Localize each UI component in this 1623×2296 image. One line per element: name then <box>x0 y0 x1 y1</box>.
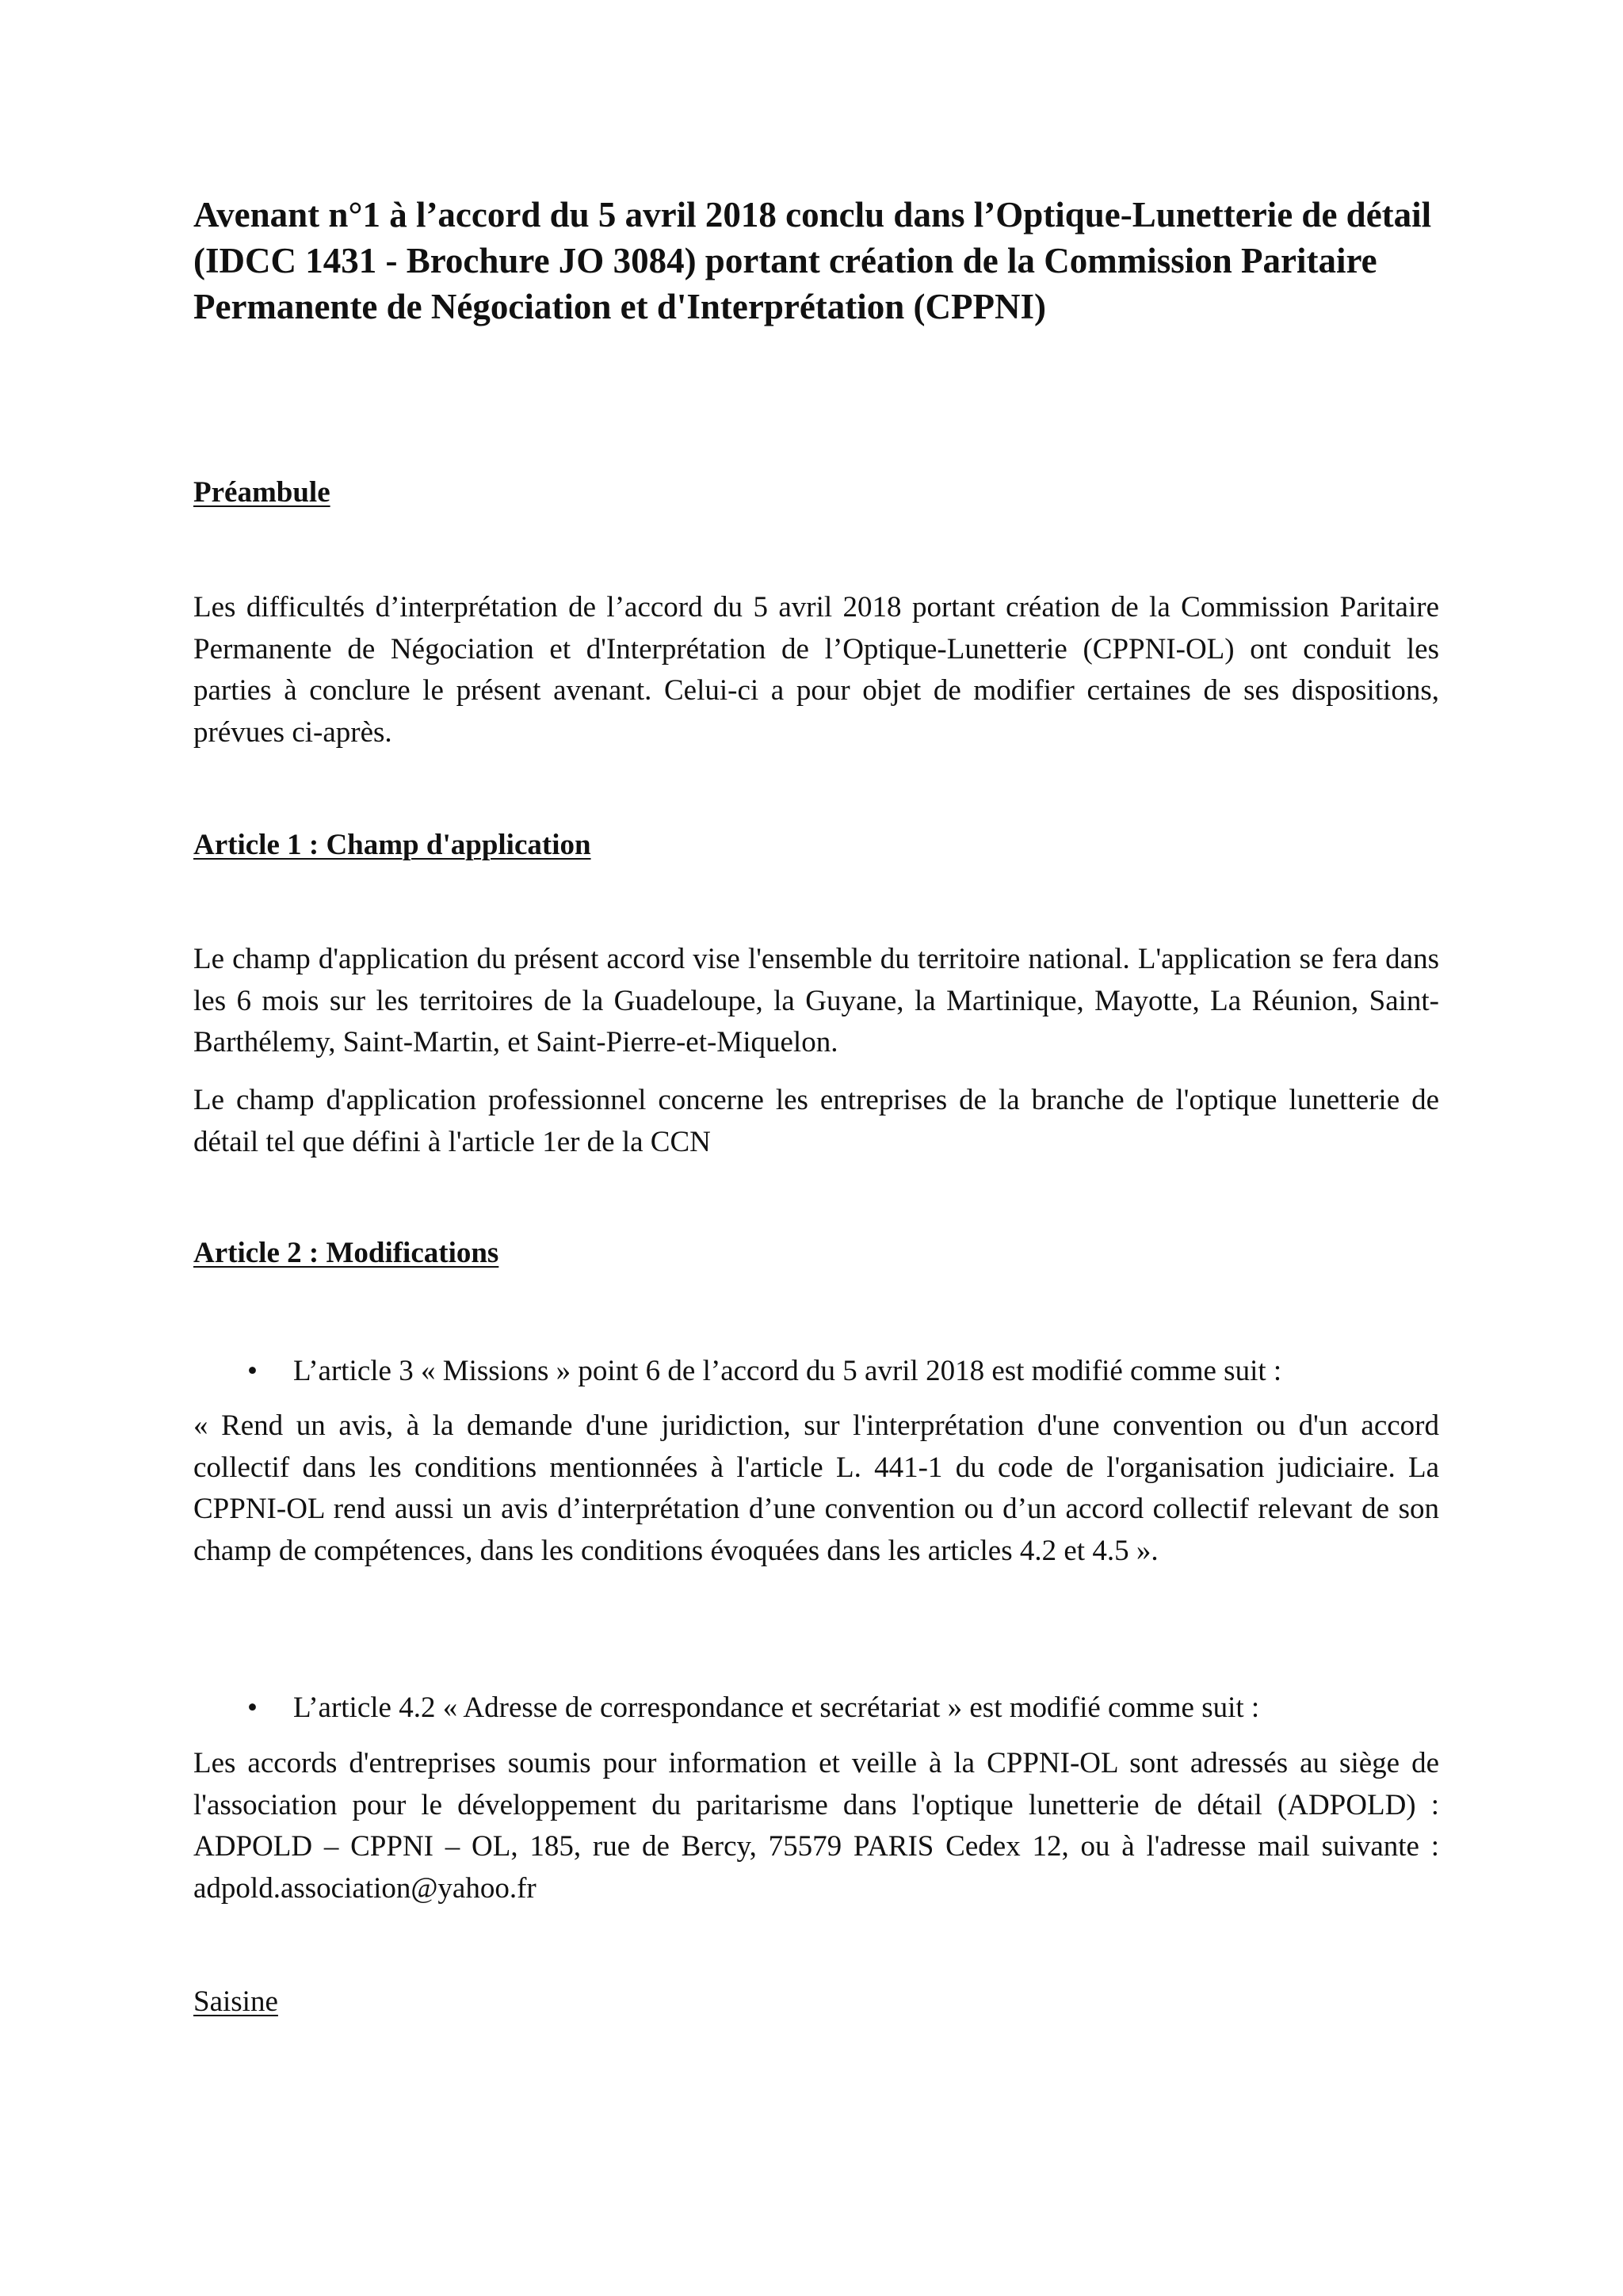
article1-paragraph-1: Le champ d'application du présent accord vise l'ensemble du territoire national. L'application se fera dans les 6 mois sur les territoires de la Guadeloupe, la Guyane, la Martinique, Mayotte, La Réunion, Saint-Barthélemy, Saint-Martin, et Saint-Pierre-et-Miquelon. <box>193 943 1439 1058</box>
article2-bullet-2-text: Les accords d'entreprises soumis pour information et veille à la CPPNI-OL sont adressés au siège de l'association pour le développement du paritarisme dans l'optique lunetterie de détail (ADPOLD) : ADPOLD – CPPNI – OL, 185, rue de Bercy, 75579 PARIS Cedex 12, ou à l'adresse mail suivante : adpold.association@yahoo.fr <box>193 1747 1439 1905</box>
saisine-heading: Saisine <box>193 1985 278 2018</box>
preambule-text: Les difficultés d’interprétation de l’accord du 5 avril 2018 portant création de la Commission Paritaire Permanente de Négociation et d'Interprétation de l’Optique-Lunetterie (CPPNI-OL) ont conduit les parties à conclure le présent avenant. Celui-ci a pour objet de modifier certaines de ses dispositions, prévues ci-après. <box>193 591 1439 749</box>
article2-heading: Article 2 : Modifications <box>193 1237 499 1269</box>
article2-bullet-1-text: « Rend un avis, à la demande d'une juridiction, sur l'interprétation d'une convention ou d'un accord collectif dans les conditions mentionnées à l'article L. 441-1 du code de l'organisation judiciaire. La CPPNI-OL rend aussi un avis d’interprétation d’une convention ou d’un accord collectif relevant de son champ de compétences, dans les conditions évoquées dans les articles 4.2 et 4.5 ». <box>193 1409 1439 1567</box>
document-title: Avenant n°1 à l’accord du 5 avril 2018 conclu dans l’Optique-Lunetterie de détail (IDCC 1431 - Brochure JO 3084) portant création de la Commission Paritaire Permanente de Négociation et d'Interprétation (CPPNI) <box>193 195 1432 326</box>
article1-heading: Article 1 : Champ d'application <box>193 829 591 861</box>
bullet-icon: • <box>247 1691 258 1724</box>
bullet-2-label: L’article 4.2 « Adresse de correspondance et secrétariat » est modifié comme suit : <box>293 1691 1260 1724</box>
bullet-icon: • <box>247 1355 258 1387</box>
article1-paragraph-2: Le champ d'application professionnel concerne les entreprises de la branche de l'optique lunetterie de détail tel que défini à l'article 1er de la CCN <box>193 1084 1439 1158</box>
article2-bullet-1 <box>193 1351 1439 1393</box>
preambule-heading: Préambule <box>193 476 330 509</box>
bullet-1-label: L’article 3 « Missions » point 6 de l’accord du 5 avril 2018 est modifié comme suit : <box>293 1355 1282 1387</box>
article2-bullet-2 <box>193 1688 1439 1730</box>
